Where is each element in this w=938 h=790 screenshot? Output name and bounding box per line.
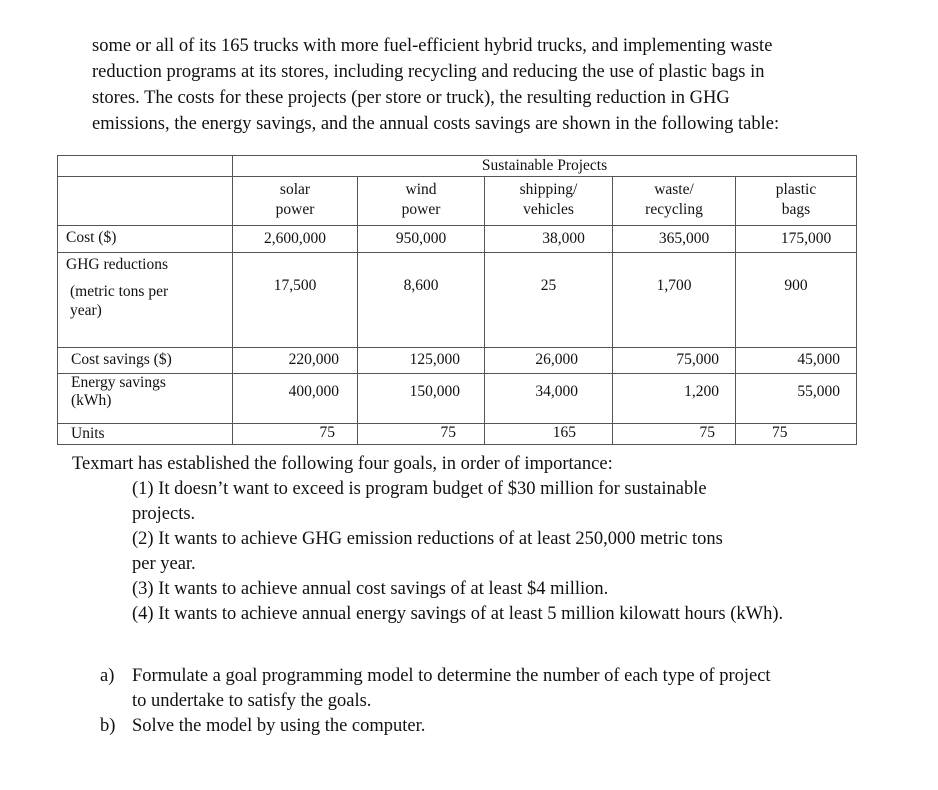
table-cell: 38,000 <box>485 226 613 253</box>
table-header-row <box>58 177 857 226</box>
intro-line: emissions, the energy savings, and the annual costs savings are shown in the following table: <box>92 114 780 134</box>
table-cell: 1,200 <box>613 374 736 424</box>
table-cell: 165 <box>485 424 613 445</box>
question-line: Formulate a goal programming model to determine the number of each type of project <box>132 666 771 686</box>
column-header-line: solar <box>279 181 311 198</box>
table-row <box>58 253 857 348</box>
column-header-line: plastic <box>775 181 817 198</box>
table-cell: 75 <box>736 424 857 445</box>
table-cell: 400,000 <box>233 374 358 424</box>
question-item <box>100 714 860 739</box>
question-text <box>132 664 860 714</box>
row-label-line: year) <box>70 302 102 319</box>
question-line: to undertake to satisfy the goals. <box>132 691 372 711</box>
questions-list <box>100 664 860 739</box>
goal-item: (3) It wants to achieve annual cost savings of at least $4 million. <box>132 579 609 599</box>
table-row <box>58 226 857 253</box>
column-header-line: vehicles <box>523 201 574 218</box>
header-empty-cell <box>58 177 233 226</box>
column-header <box>485 177 613 226</box>
intro-line: stores. The costs for these projects (per store or truck), the resulting reduction in GHG <box>92 88 730 108</box>
table-cell: 175,000 <box>736 226 857 253</box>
column-header <box>233 177 358 226</box>
row-label-line: Energy savings <box>71 374 166 391</box>
table-cell: 125,000 <box>358 348 485 374</box>
table-cell: 75,000 <box>613 348 736 374</box>
row-label-line: GHG reductions <box>66 256 169 273</box>
column-header <box>358 177 485 226</box>
row-label <box>58 374 233 424</box>
table-cell: 2,600,000 <box>233 226 358 253</box>
projects-table <box>57 155 857 445</box>
table-cell: 25 <box>485 253 613 348</box>
table-row <box>58 374 857 424</box>
column-header <box>736 177 857 226</box>
group-title: Sustainable Projects <box>233 156 857 177</box>
column-header-line: shipping/ <box>519 181 578 198</box>
goals-intro: Texmart has established the following four goals, in order of importance: <box>72 454 613 474</box>
table-cell: 1,700 <box>613 253 736 348</box>
question-label: a) <box>100 666 115 686</box>
row-label: Units <box>58 424 233 445</box>
table-cell: 950,000 <box>358 226 485 253</box>
goal-item: (2) It wants to achieve GHG emission reductions of at least 250,000 metric tons <box>132 529 723 549</box>
table-row <box>58 348 857 374</box>
table-cell: 220,000 <box>233 348 358 374</box>
intro-paragraph <box>92 33 852 137</box>
table-cell: 75 <box>613 424 736 445</box>
row-label-line: (kWh) <box>71 392 112 409</box>
question-label: b) <box>100 716 116 736</box>
table-cell: 26,000 <box>485 348 613 374</box>
goal-item: (4) It wants to achieve annual energy savings of at least 5 million kilowatt hours (kWh). <box>132 604 784 624</box>
table-cell: 17,500 <box>233 253 358 348</box>
goal-item-continuation: projects. <box>132 504 196 524</box>
goal-item-continuation: per year. <box>132 554 196 574</box>
table-cell: 150,000 <box>358 374 485 424</box>
table-cell: 900 <box>736 253 857 348</box>
column-header-line: wind <box>405 181 437 198</box>
column-header <box>613 177 736 226</box>
table-cell: 34,000 <box>485 374 613 424</box>
table-corner-cell <box>58 156 233 177</box>
intro-line: reduction programs at its stores, including recycling and reducing the use of plastic bags in <box>92 62 765 82</box>
table-cell: 8,600 <box>358 253 485 348</box>
table-cell: 55,000 <box>736 374 857 424</box>
row-label: Cost savings ($) <box>58 348 233 374</box>
row-label: Cost ($) <box>58 226 233 253</box>
goal-item: (1) It doesn’t want to exceed is program budget of $30 million for sustainable <box>132 479 707 499</box>
column-header-line: recycling <box>645 201 703 218</box>
table-row <box>58 424 857 445</box>
row-label <box>58 253 233 348</box>
intro-line: some or all of its 165 trucks with more fuel-efficient hybrid trucks, and implementing waste <box>92 36 773 56</box>
column-header-line: power <box>275 201 315 218</box>
table-cell: 365,000 <box>613 226 736 253</box>
goals-section <box>72 452 872 627</box>
question-text <box>132 714 860 739</box>
question-item <box>100 664 860 714</box>
table-group-row <box>58 156 857 177</box>
table-cell: 45,000 <box>736 348 857 374</box>
column-header-line: power <box>401 201 441 218</box>
table-cell: 75 <box>233 424 358 445</box>
column-header-line: waste/ <box>654 181 694 198</box>
table-cell: 75 <box>358 424 485 445</box>
column-header-line: bags <box>781 201 811 218</box>
question-line: Solve the model by using the computer. <box>132 716 426 736</box>
row-label-line: (metric tons per <box>70 283 169 300</box>
